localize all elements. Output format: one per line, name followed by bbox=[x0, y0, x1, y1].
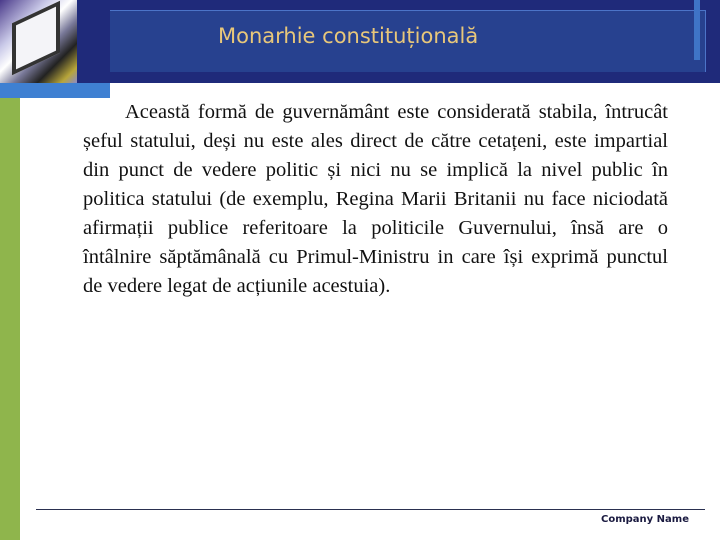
decorative-green-strip bbox=[0, 98, 20, 540]
computer-monitor-image bbox=[0, 0, 77, 83]
slide-body-text: Această formă de guvernământ este considerată stabila, întrucât șeful statului, deși nu este ales direct de către cetațeni, este impartial din punct de vedere politic și nici nu se implică la nivel public în politica statului (de exemplu, Regina Marii Britanii nu face niciodată afirmații publice referitoare la politicile Guvernului, însă are o întâlnire săptămânală cu Primul-Ministru in care își exprimă punctul de vedere legat de acțiunile acestuia). bbox=[83, 101, 668, 297]
footer-divider bbox=[36, 509, 705, 510]
company-name: Company Name bbox=[601, 514, 689, 525]
decorative-bar bbox=[694, 0, 700, 60]
slide-title: Monarhie constituțională bbox=[218, 24, 479, 48]
decorative-blue-bar bbox=[0, 83, 110, 98]
monitor-icon bbox=[12, 1, 60, 75]
